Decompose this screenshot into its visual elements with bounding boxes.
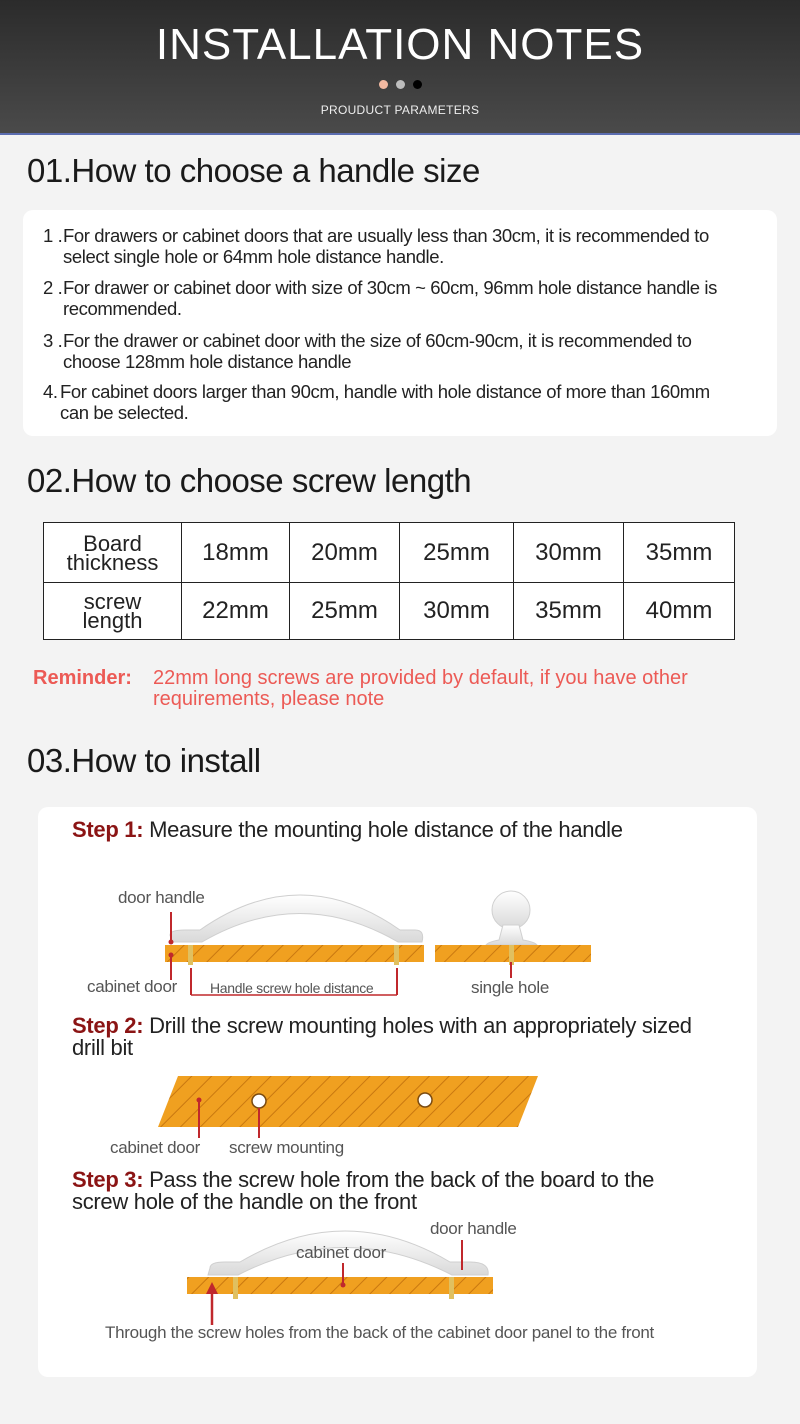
reminder-label: Reminder: <box>33 667 132 689</box>
list-item-number: 3 . <box>43 330 63 351</box>
cabinet-door-board <box>187 1277 493 1294</box>
table-cell: 35mm <box>624 523 735 583</box>
step2-label: Step 2: <box>72 1013 144 1038</box>
label-single-hole: single hole <box>471 978 549 997</box>
row-header-line: Board <box>83 530 142 556</box>
table-cell: 30mm <box>400 583 514 640</box>
list-item-text: For cabinet doors larger than 90cm, handle with hole distance of more than 160mm can be selected. <box>60 381 710 423</box>
step3-caption: Through the screw holes from the back of the cabinet door panel to the front <box>105 1323 654 1342</box>
row-header-line: length <box>82 608 143 633</box>
table-cell: 30mm <box>514 523 624 583</box>
label-door-handle-3: door handle <box>430 1219 517 1238</box>
page-title: INSTALLATION NOTES <box>155 20 645 69</box>
reminder-text: 22mm long screws are provided by default, if you have other requirements, please note <box>153 667 688 710</box>
label-cabinet-door-2: cabinet door <box>110 1138 200 1157</box>
table-cell: 40mm <box>624 583 735 640</box>
label-door-handle: door handle <box>118 888 205 907</box>
section3-title: 03.How to install <box>27 742 261 779</box>
table-cell: 18mm <box>182 523 290 583</box>
list-item-text: For drawers or cabinet doors that are usually less than 30cm, it is recommended to select single hole or 64mm hole distance handle. <box>63 225 709 267</box>
row-header-line: screw <box>83 589 142 614</box>
list-item-number: 4. <box>43 381 58 402</box>
label-screw-mounting: screw mounting <box>229 1138 344 1157</box>
table-cell: 35mm <box>514 583 624 640</box>
list-item-text: For drawer or cabinet door with size of 30cm ~ 60cm, 96mm hole distance handle is recommended. <box>63 277 717 319</box>
table-cell: 25mm <box>290 583 400 640</box>
step3-label: Step 3: <box>72 1167 144 1192</box>
label-cabinet-door: cabinet door <box>87 977 177 996</box>
step2-text: Drill the screw mounting holes with an appropriately sized drill bit <box>72 1013 692 1060</box>
list-item-number: 2 . <box>43 277 63 298</box>
row-header-line: thickness <box>66 549 159 575</box>
step1-label: Step 1: <box>72 817 144 842</box>
section2-title: 02.How to choose screw length <box>27 462 472 499</box>
label-cabinet-door-3: cabinet door <box>296 1243 386 1262</box>
table-cell: 22mm <box>182 583 290 640</box>
step1-text: Measure the mounting hole distance of the handle <box>149 817 623 842</box>
label-hole-distance: Handle screw hole distance <box>210 980 374 996</box>
screw <box>233 1277 238 1299</box>
table-cell: 20mm <box>290 523 400 583</box>
page-subtitle: PROUDUCT PARAMETERS <box>320 103 480 117</box>
leader-dot <box>341 1283 346 1288</box>
list-item-text: For the drawer or cabinet door with the size of 60cm-90cm, it is recommended to choose 128mm hole distance handle <box>63 330 692 372</box>
table-cell: 25mm <box>400 523 514 583</box>
list-item-number: 1 . <box>43 225 63 246</box>
section1-title: 01.How to choose a handle size <box>27 152 480 189</box>
screw <box>449 1277 454 1299</box>
step3-text: Pass the screw hole from the back of the board to the screw hole of the handle on the front <box>72 1167 655 1214</box>
